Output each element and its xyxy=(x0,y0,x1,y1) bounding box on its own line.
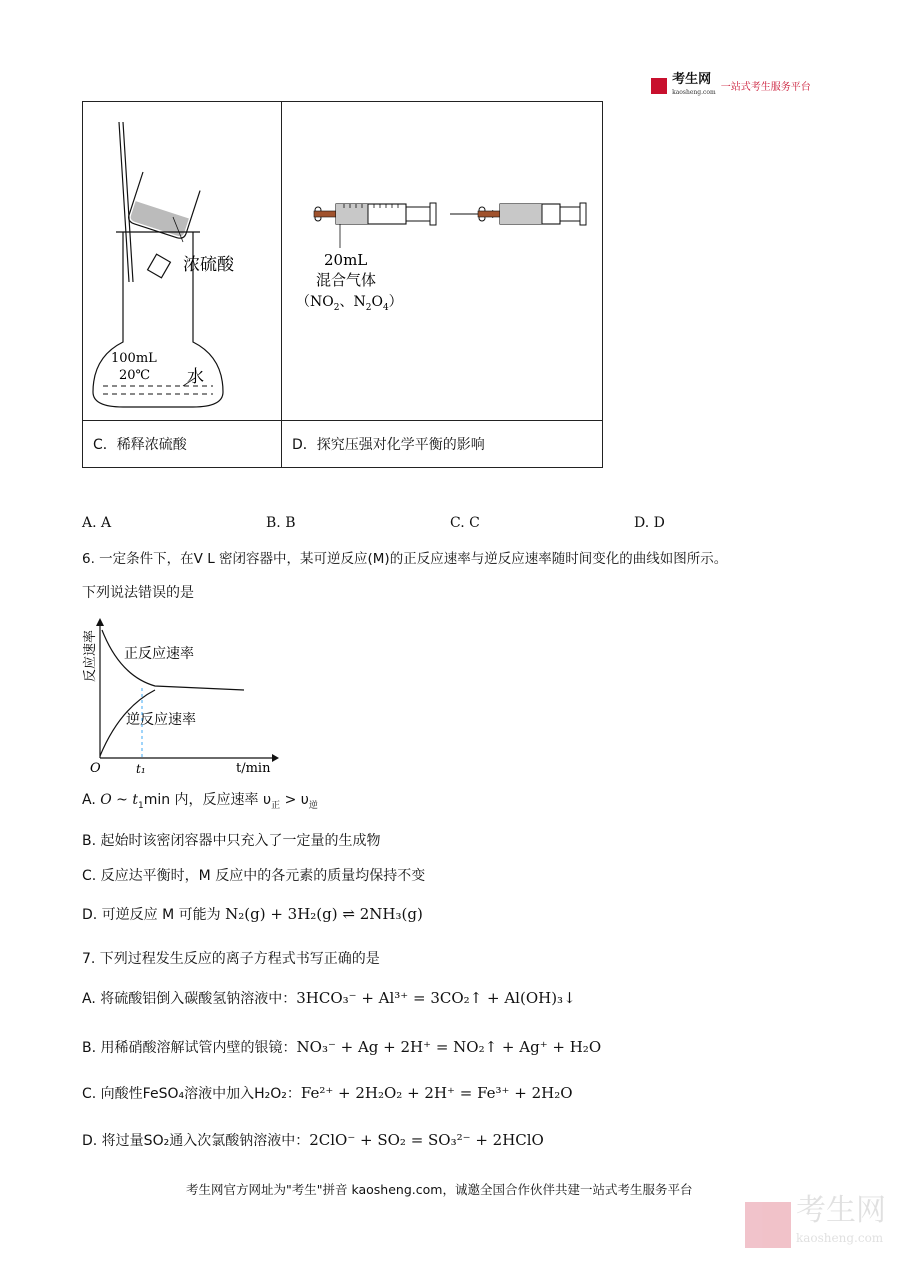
y-axis-arrow-icon xyxy=(96,618,104,626)
q6-option-b[interactable]: B. 起始时该密闭容器中只充入了一定量的生成物 xyxy=(82,833,381,849)
q6-stem-line1: 6. 一定条件下，在V L 密闭容器中，某可逆反应(M)的正反应速率与逆反应速率随时间变化的曲线如图所示。 xyxy=(82,551,728,567)
q6-stem-line2: 下列说法错误的是 xyxy=(82,585,194,601)
watermark-logo-icon xyxy=(745,1202,791,1248)
q7-option-b[interactable]: B. 用稀硝酸溶解试管内壁的银镜：NO₃⁻ + Ag + 2H⁺ = NO₂↑ + Ag⁺ + H₂O xyxy=(82,1038,602,1056)
q7-option-a[interactable]: A. 将硫酸铝倒入碳酸氢钠溶液中：3HCO₃⁻ + Al³⁺ = 3CO₂↑ + Al(OH)₃↓ xyxy=(82,989,576,1007)
q7-stem: 7. 下列过程发生反应的离子方程式书写正确的是 xyxy=(82,951,380,967)
q5-option-a[interactable]: A. A xyxy=(82,515,112,531)
caption-c: C．稀释浓硫酸 xyxy=(83,421,282,468)
q7-option-c[interactable]: C. 向酸性FeSO₄溶液中加入H₂O₂：Fe²⁺ + 2H₂O₂ + 2H⁺ = Fe³⁺ + 2H₂O xyxy=(82,1084,573,1102)
logo-icon xyxy=(651,78,667,94)
watermark-url: kaosheng.com xyxy=(796,1231,884,1245)
origin-label: O xyxy=(90,761,101,776)
q6-option-d[interactable]: D. 可逆反应 M 可能为 N₂(g) + 3H₂(g) ⇌ 2NH₃(g) xyxy=(82,905,423,923)
logo-url: kaosheng.com xyxy=(672,89,716,96)
legend-reverse-rate: 逆反应速率 xyxy=(126,712,196,728)
label-syringe-volume: 20mL xyxy=(324,251,368,269)
q7-option-d[interactable]: D. 将过量SO₂通入次氯酸钠溶液中：2ClO⁻ + SO₂ = SO₃²⁻ + 2HClO xyxy=(82,1131,544,1149)
q6-option-a[interactable]: A. O ~ $t_1\min$ 内，反应速率 $\upsilon_正 > \upsilon_逆$ xyxy=(82,792,318,811)
label-gas-formula: （$NO_2$、$N_2O_4$） xyxy=(296,294,403,313)
caption-d: D．探究压强对化学平衡的影响 xyxy=(282,421,603,468)
label-conc-sulfuric-acid: 浓硫酸 xyxy=(183,255,234,275)
q5-option-c[interactable]: C. C xyxy=(450,515,480,531)
watermark-name: 考生网 xyxy=(796,1193,886,1228)
label-flask-volume: 100mL xyxy=(111,351,157,366)
label-water: 水 xyxy=(187,367,204,387)
t1-label: t₁ xyxy=(136,762,146,776)
x-axis-label: t/min xyxy=(236,761,271,776)
x-axis-arrow-icon xyxy=(272,754,279,762)
logo-slogan: 一站式考生服务平台 xyxy=(720,82,811,93)
logo-name: 考生网 xyxy=(672,72,712,87)
watermark xyxy=(745,1193,886,1249)
header-logo xyxy=(651,74,811,97)
q5-option-d[interactable]: D. D xyxy=(634,515,665,531)
q5-option-b[interactable]: B. B xyxy=(266,515,296,531)
y-axis-label: 反应速率 xyxy=(83,629,98,682)
legend-forward-rate: 正反应速率 xyxy=(124,646,194,662)
q6-rate-chart xyxy=(80,616,280,778)
figure-d-cell xyxy=(282,102,603,421)
volumetric-flask-figure xyxy=(83,102,281,420)
footer-text: 考生网官方网址为"考生"拼音 kaosheng.com，诚邀全国合作伙伴共建一站式考生服务平台 xyxy=(186,1182,693,1197)
label-mixed-gas: 混合气体 xyxy=(316,271,377,289)
figure-c-cell xyxy=(83,102,282,421)
syringe-figure xyxy=(282,102,602,420)
q6-option-c[interactable]: C. 反应达平衡时，M 反应中的各元素的质量均保持不变 xyxy=(82,868,426,884)
label-flask-temp: 20℃ xyxy=(119,368,151,383)
q5-table xyxy=(82,101,603,468)
